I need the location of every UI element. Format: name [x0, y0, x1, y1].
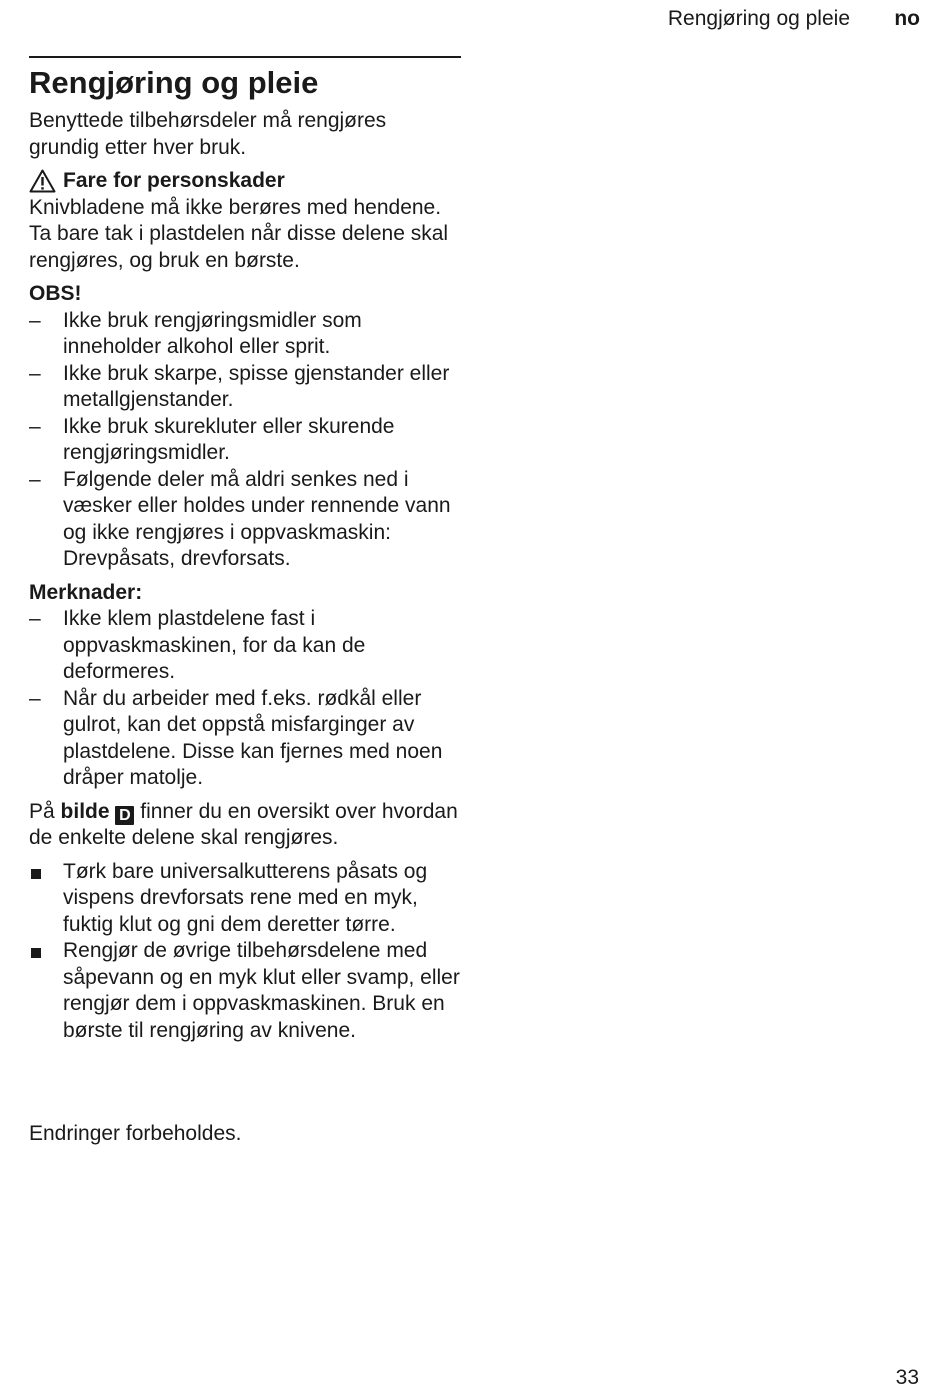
figure-reference-paragraph — [29, 799, 461, 852]
list-item-text: Følgende deler må aldri senkes ned i væsker eller holdes under rennende vann og ikke rengjøres i oppvaskmaskin: Drevpåsats, drevforsats. — [63, 467, 451, 570]
list-item-text: Når du arbeider med f.eks. rødkål eller gulrot, kan det oppstå misfarginger av plastdelene. Disse kan fjernes med noen dråper matolje. — [63, 686, 443, 789]
dash-marker: – — [29, 308, 41, 332]
list-item — [29, 467, 461, 573]
figure-ref-word: bilde — [60, 799, 110, 823]
figure-letter-badge: D — [115, 806, 134, 825]
dash-marker: – — [29, 414, 41, 438]
title-rule — [29, 56, 461, 58]
obs-list — [29, 308, 461, 573]
list-item — [29, 686, 461, 792]
footnote: Endringer forbeholdes. — [29, 1122, 242, 1145]
list-item — [29, 938, 461, 1044]
dash-marker: – — [29, 607, 41, 630]
list-item-text: Ikke bruk skurekluter eller skurende rengjøringsmidler. — [63, 414, 395, 464]
running-header-language: no — [894, 7, 920, 30]
warning-heading — [29, 168, 461, 195]
list-item-text: Ikke klem plastdelene fast i oppvaskmaskinen, for da kan de deformeres. — [63, 607, 366, 683]
list-item — [29, 606, 461, 686]
obs-label: OBS! — [29, 282, 82, 305]
steps-list — [29, 859, 461, 1045]
square-bullet-icon — [31, 869, 41, 879]
list-item-text: Ikke bruk skarpe, spisse gjenstander eller metallgjenstander. — [63, 361, 450, 411]
dash-marker: – — [29, 686, 41, 710]
square-bullet-icon — [31, 948, 41, 958]
list-item-text: Ikke bruk rengjøringsmidler som inneholder alkohol eller sprit. — [63, 308, 362, 358]
figure-ref-suffix: finner du en oversikt over hvordan de enkelte delene skal rengjøres. — [29, 799, 458, 849]
list-item — [29, 414, 461, 467]
intro-paragraph: Benyttede tilbehørsdeler må rengjøres grundig etter hver bruk. — [29, 109, 387, 159]
notes-list — [29, 606, 461, 792]
list-item — [29, 308, 461, 361]
dash-marker: – — [29, 467, 41, 491]
list-item-text: Rengjør de øvrige tilbehørsdelene med såpevann og en myk klut eller svamp, eller rengjør dem i oppvaskmaskinen. Bruk en børste til rengjøring av knivene. — [63, 939, 460, 1042]
dash-marker: – — [29, 361, 41, 385]
warning-heading-text: Fare for personskader — [63, 169, 285, 192]
page-number: 33 — [895, 1366, 919, 1389]
warning-triangle-icon — [29, 169, 56, 193]
figure-ref-prefix: På — [29, 799, 55, 823]
list-item — [29, 859, 461, 939]
list-item — [29, 361, 461, 414]
notes-label: Merknader: — [29, 580, 143, 604]
page-title: Rengjøring og pleie — [29, 65, 319, 100]
running-header-section: Rengjøring og pleie — [667, 7, 850, 30]
content-column — [29, 56, 461, 1051]
warning-text: Knivbladene må ikke berøres med hendene. Ta bare tak i plastdelen når disse delene skal rengjøres, og bruk en børste. — [29, 195, 449, 272]
warning-block — [29, 168, 461, 274]
list-item-text: Tørk bare universalkutterens påsats og vispens drevforsats rene med en myk, fuktig klut og gni dem deretter tørre. — [63, 859, 428, 936]
